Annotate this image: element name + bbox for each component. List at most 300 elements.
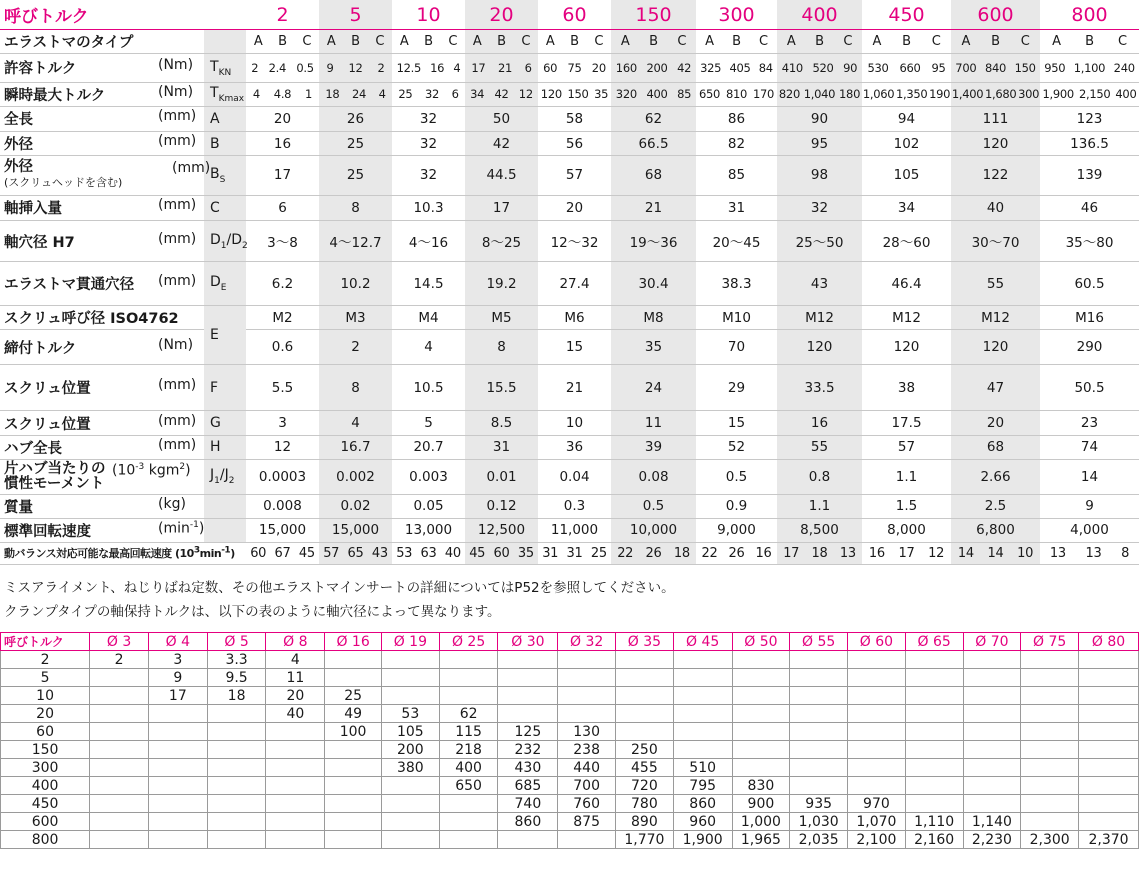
value-cell: 8 (319, 365, 392, 411)
value-cell: 32 (392, 156, 465, 195)
clamp-size: 600 (1, 813, 90, 831)
clamp-row (1, 741, 1139, 759)
clamp-cell (439, 651, 498, 669)
diameter-header: Ø 16 (325, 633, 382, 651)
clamp-cell: 780 (616, 795, 674, 813)
clamp-cell (498, 651, 558, 669)
value-cell: 2.66 (951, 459, 1040, 494)
value-cell: 10.3 (392, 195, 465, 220)
value-cell: 5 (392, 411, 465, 435)
value-cell: 11,000 (538, 518, 611, 542)
value-cell: 85 (696, 156, 777, 195)
type-cell (538, 30, 611, 54)
value-cell: 0.02 (319, 494, 392, 518)
clamp-cell (1021, 651, 1079, 669)
row-balance (0, 542, 1139, 564)
value-cell: 0.008 (246, 494, 319, 518)
clamp-cell: 2,370 (1079, 831, 1139, 849)
clamp-cell (732, 705, 790, 723)
clamp-row (1, 705, 1139, 723)
value-cell: 9 (1040, 494, 1139, 518)
clamp-cell (963, 705, 1021, 723)
value-cell: 68 (951, 435, 1040, 459)
value-cell: 123 (1040, 106, 1139, 131)
clamp-cell (616, 705, 674, 723)
value-cell: 47 (951, 365, 1040, 411)
clamp-cell: 62 (439, 705, 498, 723)
clamp-cell (325, 777, 382, 795)
row-symbol: F (204, 365, 246, 411)
clamp-size: 2 (1, 651, 90, 669)
value-cell: 90 (777, 106, 862, 131)
clamp-cell (905, 705, 963, 723)
value-cell: 0.002 (319, 459, 392, 494)
sub-value: 840 (984, 60, 1007, 75)
value-cell: 35 (611, 330, 696, 365)
sub-value: 95 (931, 60, 946, 75)
clamp-cell (325, 741, 382, 759)
sub-value: 13 (1049, 545, 1066, 561)
clamp-cell: 53 (381, 705, 439, 723)
value-cell: 38 (862, 365, 951, 411)
value-cell: 5.5 (246, 365, 319, 411)
row-symbol: G (204, 411, 246, 435)
sub-value: 325 (700, 60, 722, 75)
sub-value: 650 (698, 87, 721, 102)
sub-value: 300 (1018, 87, 1040, 102)
value-cell: 105 (862, 156, 951, 195)
sub-value: 35 (594, 87, 609, 102)
value-cell (1040, 82, 1139, 106)
clamp-cell (732, 741, 790, 759)
type-letter: C (1118, 34, 1127, 50)
clamp-cell: 1,070 (848, 813, 906, 831)
value-cell: 58 (538, 106, 611, 131)
value-cell: M6 (538, 306, 611, 330)
clamp-cell: 218 (439, 741, 498, 759)
clamp-cell (558, 705, 616, 723)
clamp-cell (1021, 777, 1079, 795)
value-cell: 31 (696, 195, 777, 220)
row-symbol: $J_1/J_2$ (204, 459, 246, 494)
sub-value: 31 (542, 545, 559, 561)
clamp-cell (848, 723, 906, 741)
row-label: 片ハブ当たりの 慣性モーメント ($10^{-3}$ kgm$^2$) (0, 459, 204, 494)
clamp-cell: 685 (498, 777, 558, 795)
diameter-header: Ø 60 (848, 633, 906, 651)
type-letter: A (472, 34, 482, 50)
value-cell: 21 (611, 195, 696, 220)
value-cell: 32 (392, 132, 465, 156)
sub-value: 17 (783, 545, 800, 561)
clamp-cell: 510 (673, 759, 732, 777)
sub-value: 2 (251, 60, 259, 75)
sub-value: 4 (378, 87, 386, 102)
clamp-cell (266, 813, 325, 831)
clamp-cell: 875 (558, 813, 616, 831)
value-cell: M16 (1040, 306, 1139, 330)
type-cell (862, 30, 951, 54)
value-cell: 57 (862, 435, 951, 459)
sub-value: 530 (867, 60, 889, 75)
type-letter: C (375, 34, 385, 50)
clamp-cell: 760 (558, 795, 616, 813)
value-cell: 15 (696, 411, 777, 435)
row-label: 瞬時最大トルク (Nm) (0, 82, 204, 106)
value-cell: 46.4 (862, 262, 951, 306)
clamp-cell (673, 705, 732, 723)
clamp-cell (439, 813, 498, 831)
clamp-cell (790, 759, 848, 777)
row-label: 全長 (mm) (0, 106, 204, 131)
value-cell: M4 (392, 306, 465, 330)
row-bs (0, 156, 1139, 195)
value-cell: 1.5 (862, 494, 951, 518)
type-letter: B (497, 34, 506, 50)
type-letter: A (545, 34, 555, 50)
type-letter: C (302, 34, 312, 50)
value-cell (951, 82, 1040, 106)
clamp-cell: 455 (616, 759, 674, 777)
row-symbol: $D_E$ (204, 262, 246, 306)
size-2: 2 (246, 0, 319, 30)
clamp-cell: 2,035 (790, 831, 848, 849)
value-cell: 12～32 (538, 220, 611, 262)
sub-value: 18 (673, 545, 690, 561)
row-c (0, 195, 1139, 220)
diameter-header: Ø 45 (673, 633, 732, 651)
clamp-cell: 1,770 (616, 831, 674, 849)
clamp-cell (90, 687, 149, 705)
type-letter: C (521, 34, 531, 50)
diameter-header: Ø 25 (439, 633, 498, 651)
value-cell: 39 (611, 435, 696, 459)
clamp-cell (266, 759, 325, 777)
clamp-cell (1021, 813, 1079, 831)
sub-value: 90 (843, 60, 858, 75)
value-cell: 20 (246, 106, 319, 131)
clamp-cell: 720 (616, 777, 674, 795)
value-cell: 30～70 (951, 220, 1040, 262)
value-cell: 30.4 (611, 262, 696, 306)
value-cell: 27.4 (538, 262, 611, 306)
clamp-cell: 740 (498, 795, 558, 813)
clamp-cell (498, 705, 558, 723)
clamp-cell (732, 723, 790, 741)
clamp-header-row (1, 633, 1139, 651)
value-cell: 15 (538, 330, 611, 365)
row-label: 締付トルク (Nm) (0, 330, 204, 365)
type-letter: C (843, 34, 853, 50)
diameter-header: Ø 4 (148, 633, 207, 651)
sub-value: 6 (451, 87, 459, 102)
value-cell (696, 542, 777, 564)
type-letter: A (326, 34, 336, 50)
diameter-header: Ø 30 (498, 633, 558, 651)
clamp-cell (1079, 741, 1139, 759)
row-label: エラストマ貫通穴径 (mm) (0, 262, 204, 306)
type-letter: A (1052, 34, 1061, 50)
sub-value: 400 (646, 87, 668, 102)
value-cell (246, 542, 319, 564)
value-cell (392, 54, 465, 82)
clamp-cell (848, 669, 906, 687)
clamp-cell (381, 795, 439, 813)
value-cell: 0.0003 (246, 459, 319, 494)
sub-value: 1,900 (1042, 87, 1074, 102)
diameter-header: Ø 19 (381, 633, 439, 651)
value-cell (951, 542, 1040, 564)
type-letter: A (399, 34, 409, 50)
clamp-cell (90, 723, 149, 741)
note-clamp-torque: クランプタイプの軸保持トルクは、以下の表のように軸穴径によって異なります。 (4, 604, 501, 620)
value-cell: 68 (611, 156, 696, 195)
sub-value: 18 (811, 545, 828, 561)
clamp-cell (963, 777, 1021, 795)
value-cell: 120 (862, 330, 951, 365)
clamp-cell (732, 687, 790, 705)
sub-value: 25 (398, 87, 413, 102)
value-cell (696, 82, 777, 106)
value-cell (465, 82, 538, 106)
value-cell: 8.5 (465, 411, 538, 435)
clamp-cell: 890 (616, 813, 674, 831)
value-cell: 52 (696, 435, 777, 459)
sub-value: 2.4 (268, 60, 286, 75)
value-cell: 56 (538, 132, 611, 156)
clamp-cell (558, 669, 616, 687)
sub-value: 180 (839, 87, 861, 102)
value-cell: 0.05 (392, 494, 465, 518)
row-label: 外径 (mm) (0, 132, 204, 156)
value-cell: 40 (951, 195, 1040, 220)
clamp-cell: 2 (90, 651, 149, 669)
sub-value: 57 (323, 545, 340, 561)
value-cell: 46 (1040, 195, 1139, 220)
clamp-cell: 380 (381, 759, 439, 777)
clamp-cell (90, 813, 149, 831)
diameter-header: Ø 70 (963, 633, 1021, 651)
value-cell: 6.2 (246, 262, 319, 306)
clamp-cell (381, 669, 439, 687)
value-cell: 0.8 (777, 459, 862, 494)
value-cell (392, 82, 465, 106)
value-cell (319, 542, 392, 564)
clamp-cell: 11 (266, 669, 325, 687)
value-cell: 3 (246, 411, 319, 435)
value-cell: 0.3 (538, 494, 611, 518)
value-cell (538, 54, 611, 82)
sub-value: 12 (928, 545, 945, 561)
clamp-row (1, 777, 1139, 795)
clamp-cell (381, 777, 439, 795)
clamp-cell: 430 (498, 759, 558, 777)
value-cell (538, 542, 611, 564)
clamp-size: 300 (1, 759, 90, 777)
sub-value: 2 (377, 60, 385, 75)
value-cell (465, 542, 538, 564)
sub-value: 67 (274, 545, 291, 561)
value-cell: 0.9 (696, 494, 777, 518)
clamp-cell (732, 759, 790, 777)
clamp-cell (207, 741, 266, 759)
sub-value: 1,680 (984, 87, 1017, 102)
value-cell: 8,000 (862, 518, 951, 542)
row-symbol: $B_S$ (204, 156, 246, 195)
clamp-cell (1079, 687, 1139, 705)
value-cell: 15,000 (246, 518, 319, 542)
sub-value: 16 (755, 545, 772, 561)
value-cell: 4～16 (392, 220, 465, 262)
value-cell: 12 (246, 435, 319, 459)
clamp-cell (1079, 759, 1139, 777)
sub-value: 26 (728, 545, 745, 561)
value-cell: 44.5 (465, 156, 538, 195)
clamp-cell (848, 777, 906, 795)
clamp-cell: 125 (498, 723, 558, 741)
clamp-cell (325, 759, 382, 777)
clamp-cell (790, 723, 848, 741)
sub-value: 24 (351, 87, 367, 102)
value-cell: 28～60 (862, 220, 951, 262)
value-cell: 50 (465, 106, 538, 131)
sub-value: 12 (518, 87, 533, 102)
clamp-cell: 20 (266, 687, 325, 705)
sub-value: 4 (252, 87, 260, 102)
clamp-cell (439, 669, 498, 687)
value-cell: 35～80 (1040, 220, 1139, 262)
clamp-cell (266, 723, 325, 741)
value-cell: 6,800 (951, 518, 1040, 542)
clamp-cell: 700 (558, 777, 616, 795)
clamp-cell (848, 741, 906, 759)
value-cell: 98 (777, 156, 862, 195)
sub-value: 84 (758, 60, 773, 75)
clamp-cell (148, 759, 207, 777)
value-cell (1040, 54, 1139, 82)
value-cell: 43 (777, 262, 862, 306)
sub-value: 35 (517, 545, 534, 561)
type-cell (465, 30, 538, 54)
clamp-cell (207, 777, 266, 795)
value-cell: 10.2 (319, 262, 392, 306)
clamp-cell (266, 777, 325, 795)
sub-value: 34 (470, 87, 485, 102)
value-cell: 17.5 (862, 411, 951, 435)
clamp-cell (207, 759, 266, 777)
value-cell: 0.003 (392, 459, 465, 494)
value-cell: 15,000 (319, 518, 392, 542)
value-cell: 31 (465, 435, 538, 459)
row-symbol: $D_1/D_2$ (204, 220, 246, 262)
clamp-cell (1021, 669, 1079, 687)
value-cell: 13,000 (392, 518, 465, 542)
sub-value: 190 (929, 87, 951, 102)
sub-value: 42 (677, 60, 692, 75)
row-g (0, 411, 1139, 435)
value-cell: 2 (319, 330, 392, 365)
value-cell: 20.7 (392, 435, 465, 459)
value-cell: 20 (951, 411, 1040, 435)
clamp-cell (90, 795, 149, 813)
value-cell: 136.5 (1040, 132, 1139, 156)
clamp-cell: 49 (325, 705, 382, 723)
sub-value: 16 (430, 60, 445, 75)
clamp-cell (498, 669, 558, 687)
sub-value: 1,400 (951, 87, 984, 102)
sub-value: 120 (540, 87, 562, 102)
clamp-cell (905, 651, 963, 669)
row-symbol: $T_{KN}$ (204, 54, 246, 82)
clamp-cell: 1,900 (673, 831, 732, 849)
sub-value: 45 (298, 545, 315, 561)
clamp-cell (963, 723, 1021, 741)
value-cell (319, 54, 392, 82)
clamp-cell (558, 687, 616, 705)
diameter-header: Ø 3 (90, 633, 149, 651)
sub-value: 32 (424, 87, 440, 102)
clamp-cell (905, 687, 963, 705)
clamp-size: 800 (1, 831, 90, 849)
type-letter: B (991, 34, 1000, 50)
clamp-cell (616, 669, 674, 687)
clamp-cell (1021, 723, 1079, 741)
clamp-cell (381, 813, 439, 831)
value-cell: 0.6 (246, 330, 319, 365)
clamp-cell: 2,160 (905, 831, 963, 849)
value-cell: 42 (465, 132, 538, 156)
clamp-cell (207, 705, 266, 723)
sub-value: 20 (591, 60, 606, 75)
clamp-cell (1079, 651, 1139, 669)
clamp-size: 10 (1, 687, 90, 705)
row-tight (0, 330, 1139, 365)
sub-value: 22 (617, 545, 634, 561)
sub-value: 13 (1085, 545, 1102, 561)
row-label: 軸挿入量 (mm) (0, 195, 204, 220)
clamp-cell (1021, 741, 1079, 759)
value-cell: 55 (777, 435, 862, 459)
sub-value: 26 (645, 545, 662, 561)
value-cell: 1.1 (777, 494, 862, 518)
row-tkmax (0, 82, 1139, 106)
clamp-cell: 2,230 (963, 831, 1021, 849)
size-300: 300 (696, 0, 777, 30)
clamp-cell (90, 759, 149, 777)
sub-value: 12.5 (396, 60, 421, 75)
row-label: 外径 (スクリュヘッドを含む) (mm) (0, 156, 204, 195)
clamp-cell (1021, 705, 1079, 723)
value-cell: 21 (538, 365, 611, 411)
size-5: 5 (319, 0, 392, 30)
type-letter: B (1085, 34, 1094, 50)
clamp-cell (90, 705, 149, 723)
value-cell: 14.5 (392, 262, 465, 306)
type-letter: A (620, 34, 630, 50)
clamp-cell (673, 651, 732, 669)
clamp-cell (148, 705, 207, 723)
sub-value: 13 (839, 545, 856, 561)
sub-value: 1,350 (895, 87, 928, 102)
value-cell: 36 (538, 435, 611, 459)
header-label: 呼びトルク (0, 0, 204, 30)
value-cell (611, 54, 696, 82)
row-tkn (0, 54, 1139, 82)
clamp-cell (963, 687, 1021, 705)
value-cell: 19.2 (465, 262, 538, 306)
row-label: 標準回転速度 $(\min^{-1})$ (0, 518, 204, 542)
clamp-cell: 200 (381, 741, 439, 759)
